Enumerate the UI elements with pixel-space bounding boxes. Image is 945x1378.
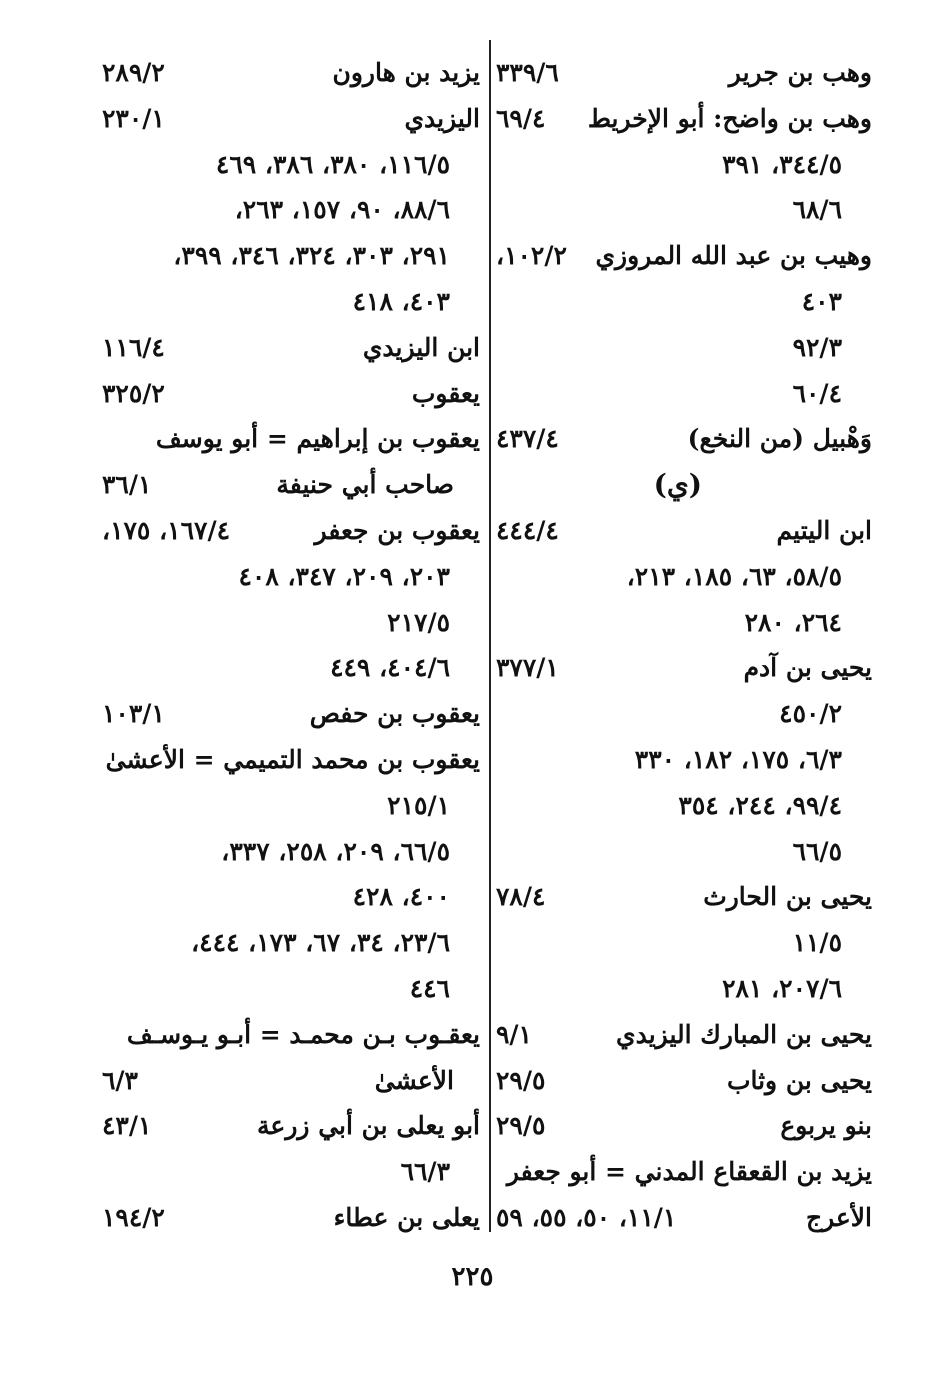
index-entry: [102, 554, 480, 600]
entry-references: ١١٦/٥، ٣٨٠، ٣٨٦، ٤٦٩: [215, 149, 450, 179]
index-entry: [102, 462, 480, 508]
index-entry: [102, 1195, 480, 1241]
entry-name: الأعرج: [805, 1203, 872, 1232]
index-entry: [102, 233, 480, 279]
entry-references: ٢٦٤، ٢٨٠: [744, 607, 842, 637]
index-entry: [102, 187, 480, 233]
entry-name: يعقـوب بـن محمـد = أبـو يـوسـف: [126, 1019, 480, 1049]
index-entry: [496, 1058, 872, 1104]
entry-name: يعقوب بن جعفر: [314, 516, 480, 545]
entry-references: ٤٠٤/٦، ٤٤٩: [330, 653, 450, 683]
entry-references: ١٦٧/٤، ١٧٥،: [102, 516, 230, 545]
index-entry: [102, 645, 480, 691]
index-entry: [496, 691, 872, 737]
left-column: [102, 50, 480, 1240]
entry-references: ٦٨/٦: [792, 195, 842, 225]
index-entry: [102, 1149, 480, 1195]
entry-references: ٩٢/٣: [792, 332, 842, 362]
page-number: ٢٢٥: [451, 1262, 494, 1292]
entry-name: يحيى بن الحارث: [703, 882, 872, 912]
index-entry: [496, 874, 872, 920]
entry-name: أبو يعلى بن أبي زرعة: [257, 1111, 480, 1141]
index-entry: [102, 279, 480, 325]
entry-name: الأعشىٰ: [374, 1065, 454, 1095]
entry-references: ٤٠٠، ٤٢٨: [352, 882, 450, 912]
entry-references: ٣٢٥/٢: [102, 378, 165, 408]
entry-references: ٢١٥/١: [387, 790, 450, 820]
entry-references: ٤٠٣، ٤١٨: [352, 287, 450, 316]
index-entry: [496, 371, 872, 417]
index-entry: [102, 416, 480, 462]
entry-references: ٨٨/٦، ٩٠، ١٥٧، ٢٦٣،: [234, 195, 450, 225]
index-entry: [496, 187, 872, 233]
entry-name: يزيد بن هارون: [332, 58, 480, 87]
entry-references: ١١/١، ٥٠، ٥٥، ٥٩: [496, 1203, 677, 1232]
entry-references: ٤٤٦: [409, 974, 450, 1003]
index-entry: [496, 920, 872, 966]
entry-references: ٩/١: [496, 1019, 532, 1049]
index-entry: [496, 829, 872, 875]
index-entry: [102, 691, 480, 737]
entry-references: ٤٣٧/٤: [496, 424, 559, 454]
entry-references: ٤٤٤/٤: [496, 516, 559, 545]
entry-name: يعقوب: [411, 378, 480, 408]
entry-references: ٥٨/٥، ٦٣، ١٨٥، ٢١٣،: [626, 561, 842, 591]
index-entry: [496, 1149, 872, 1195]
entry-references: ٣٤٤/٥، ٣٩١: [722, 149, 842, 179]
entry-name: وَهْبيل (من النخع): [687, 424, 872, 454]
index-entry: [496, 233, 872, 279]
entry-references: ٢١٧/٥: [387, 607, 450, 637]
index-entry: [102, 737, 480, 783]
entry-name: وهب بن واضح: أبو الإخريط: [587, 103, 872, 133]
index-entry: [102, 600, 480, 646]
entry-references: ٣٧٧/١: [496, 653, 559, 683]
index-entry: [102, 96, 480, 142]
entry-references: ١٠٣/١: [102, 699, 165, 729]
index-entry: [496, 966, 872, 1012]
entry-references: ٦/٣: [102, 1065, 138, 1095]
index-entry: [102, 783, 480, 829]
entry-references: ٦٦/٣: [400, 1157, 450, 1187]
index-entry: [496, 1195, 872, 1241]
entry-references: ٤٥٠/٢: [779, 699, 842, 729]
entry-name: وهيب بن عبد الله المروزي: [595, 241, 872, 271]
entry-name: (ي): [653, 468, 702, 502]
index-entry: [102, 371, 480, 417]
entry-name: يزيد بن القعقاع المدني = أبو جعفر: [506, 1157, 872, 1187]
entry-name: بنو يربوع: [780, 1111, 872, 1141]
entry-references: ٢٩/٥: [496, 1065, 546, 1095]
index-entry: [102, 1058, 480, 1104]
column-divider: [489, 40, 491, 1232]
index-entry: [496, 142, 872, 188]
entry-references: ٧٨/٤: [496, 882, 546, 912]
entry-name: يعلى بن عطاء: [333, 1203, 480, 1232]
entry-references: ١٠٢/٢،: [496, 241, 567, 271]
entry-name: ابن اليزيدي: [362, 332, 480, 362]
entry-references: ٢٩/٥: [496, 1111, 546, 1141]
right-column: [496, 50, 872, 1240]
entry-references: ٦٩/٤: [496, 103, 546, 133]
index-entry: [496, 645, 872, 691]
entry-references: ٣٣٩/٦: [496, 58, 559, 87]
entry-name: وهب بن جرير: [728, 58, 872, 87]
entry-name: يحيى بن وثاب: [726, 1065, 872, 1095]
index-entry: [102, 1103, 480, 1149]
entry-references: ١٩٤/٢: [102, 1203, 165, 1232]
entry-references: ٦٠/٤: [792, 378, 842, 408]
index-entry: [496, 737, 872, 783]
entry-name: اليزيدي: [404, 103, 480, 133]
entry-references: ٢٣٠/١: [102, 103, 165, 133]
index-entry: [496, 1103, 872, 1149]
index-entry: [102, 829, 480, 875]
entry-references: ١١٦/٤: [102, 332, 165, 362]
entry-name: يحيى بن المبارك اليزيدي: [616, 1019, 872, 1049]
index-entry: [496, 279, 872, 325]
entry-references: ٢٠٧/٦، ٢٨١: [722, 974, 842, 1003]
index-entry: [102, 1012, 480, 1058]
index-entry: [496, 554, 872, 600]
index-entry: [102, 142, 480, 188]
index-entry: [102, 50, 480, 96]
entry-name: ابن اليتيم: [776, 516, 872, 545]
entry-references: ٩٩/٤، ٢٤٤، ٣٥٤: [678, 790, 842, 820]
index-entry: [496, 600, 872, 646]
index-entry: [496, 96, 872, 142]
entry-references: ١١/٥: [792, 928, 842, 958]
index-entry: [102, 966, 480, 1012]
entry-name: يعقوب بن إبراهيم = أبو يوسف: [155, 424, 480, 454]
entry-references: ٢٨٩/٢: [102, 58, 165, 87]
index-entry: [496, 50, 872, 96]
entry-references: ٦/٣، ١٧٥، ١٨٢، ٣٣٠: [634, 745, 842, 774]
entry-references: ٤٣/١: [102, 1111, 152, 1141]
index-entry: [102, 920, 480, 966]
index-entry: [496, 783, 872, 829]
section-heading: [496, 462, 872, 508]
index-entry: [496, 416, 872, 462]
entry-name: يعقوب بن محمد التميمي = الأعشىٰ: [105, 745, 480, 774]
entry-references: ٢٣/٦، ٣٤، ٦٧، ١٧٣، ٤٤٤،: [191, 928, 450, 958]
entry-references: ٢٠٣، ٢٠٩، ٣٤٧، ٤٠٨: [238, 561, 450, 591]
entry-name: يعقوب بن حفص: [309, 699, 480, 729]
entry-references: ٤٠٣: [801, 287, 842, 316]
index-entry: [496, 325, 872, 371]
entry-name: صاحب أبي حنيفة: [276, 470, 454, 500]
index-entry: [496, 508, 872, 554]
index-entry: [102, 874, 480, 920]
index-entry: [102, 508, 480, 554]
entry-references: ٦٦/٥، ٢٠٩، ٢٥٨، ٣٣٧،: [221, 836, 450, 866]
entry-references: ٣٦/١: [102, 470, 152, 500]
entry-name: يحيى بن آدم: [743, 653, 872, 683]
index-entry: [102, 325, 480, 371]
entry-references: ٦٦/٥: [792, 836, 842, 866]
index-entry: [496, 1012, 872, 1058]
entry-references: ٢٩١، ٣٠٣، ٣٢٤، ٣٤٦، ٣٩٩،: [173, 241, 450, 271]
